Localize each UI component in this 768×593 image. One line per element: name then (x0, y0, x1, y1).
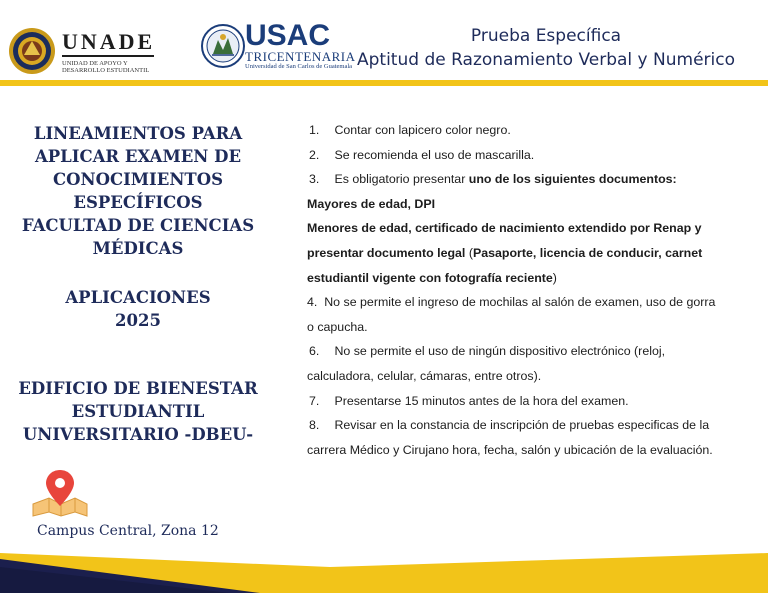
unade-subtitle-1: UNIDAD DE APOYO Y (62, 60, 128, 67)
guidelines-title-line: MÉDICAS (92, 239, 184, 258)
rule-text: No se permite el ingreso de mochilas al salón de examen, uso de gorra (324, 295, 716, 310)
rule-text: Presentarse 15 minutos antes de la hora del examen. (334, 393, 629, 408)
map-pin-icon (31, 466, 89, 518)
guidelines-title-line: LINEAMIENTOS PARA (33, 124, 243, 143)
usac-title: USAC (245, 19, 331, 52)
header-subtitle: Aptitud de Razonamiento Verbal y Numérico (357, 50, 735, 70)
rule-item (307, 167, 747, 192)
rule-text: carrera Médico y Cirujano hora, fecha, salón y ubicación de la evaluación. (307, 442, 713, 457)
rule-number: 3. (309, 172, 320, 187)
campus-location: Campus Central, Zona 12 (37, 523, 219, 539)
rule-number: 2. (309, 147, 320, 162)
building-line: UNIVERSITARIO -DBEU- (22, 425, 254, 444)
rule-text-bold: presentar documento legal (307, 245, 466, 260)
rule-item (307, 290, 747, 339)
unade-title: UNADE (62, 29, 156, 54)
rule-number: 8. (309, 418, 320, 433)
rule-text: o capucha. (307, 319, 368, 334)
rule-item (307, 339, 747, 388)
rule-number: 1. (309, 123, 320, 137)
building-heading (18, 377, 258, 446)
header (0, 0, 768, 82)
footer-decoration (0, 545, 768, 593)
applications-year: 2025 (115, 311, 161, 330)
rule-item (307, 143, 747, 168)
guidelines-title (18, 122, 258, 260)
rule-item (307, 413, 747, 462)
rule-text: Contar con lapicero color negro. (334, 123, 511, 137)
header-divider (0, 80, 768, 86)
rule-text: calculadora, celular, cámaras, entre otros). (307, 368, 542, 383)
applications-line: APLICACIONES (65, 288, 211, 307)
rule-text-bold: Menores de edad, certificado de nacimiento extendido por Renap y (307, 221, 702, 236)
guidelines-title-line: ESPECÍFICOS (73, 193, 203, 212)
rule-number: 6. (309, 344, 320, 359)
rule-text: Se recomienda el uso de mascarilla. (334, 147, 535, 162)
rule-text-bold: estudiantil vigente con fotografía reciente (307, 270, 553, 285)
building-line: EDIFICIO DE BIENESTAR (18, 379, 258, 398)
rule-text-bold: Pasaporte, licencia de conducir, carnet (472, 245, 703, 260)
rule-text-bold: uno de los siguientes documentos: (468, 172, 677, 187)
usac-seal-logo (201, 24, 245, 68)
rule-number: 4. (307, 295, 318, 310)
rules-list (307, 118, 747, 462)
rule-number: 7. (309, 393, 320, 408)
usac-tagline: TRICENTENARIA (245, 49, 356, 64)
applications-heading (18, 286, 258, 332)
guidelines-title-line: APLICAR EXAMEN DE (34, 147, 242, 166)
rule-text: ( (465, 245, 473, 260)
rule-adult-doc: Mayores de edad, DPI (307, 196, 436, 211)
building-line: ESTUDIANTIL (71, 402, 205, 421)
rule-text: Es obligatorio presentar (334, 172, 469, 187)
rule-text: ) (552, 270, 557, 285)
unade-seal-logo (8, 27, 56, 75)
usac-university: Universidad de San Carlos de Guatemala (245, 63, 353, 70)
header-title: Prueba Específica (470, 26, 622, 46)
rule-item (307, 389, 747, 414)
rule-text: No se permite el uso de ningún dispositivo electrónico (reloj, (334, 344, 666, 359)
unade-rule (62, 55, 154, 57)
rule-item (307, 118, 747, 143)
rule-text: Revisar en la constancia de inscripción de pruebas especificas de la (334, 418, 710, 433)
guidelines-title-line: FACULTAD DE CIENCIAS (21, 216, 255, 235)
unade-subtitle-2: DESARROLLO ESTUDIANTIL (62, 67, 150, 74)
rule-minor-doc (307, 216, 747, 290)
unade-logo (62, 31, 155, 74)
guidelines-title-line: CONOCIMIENTOS (52, 170, 224, 189)
